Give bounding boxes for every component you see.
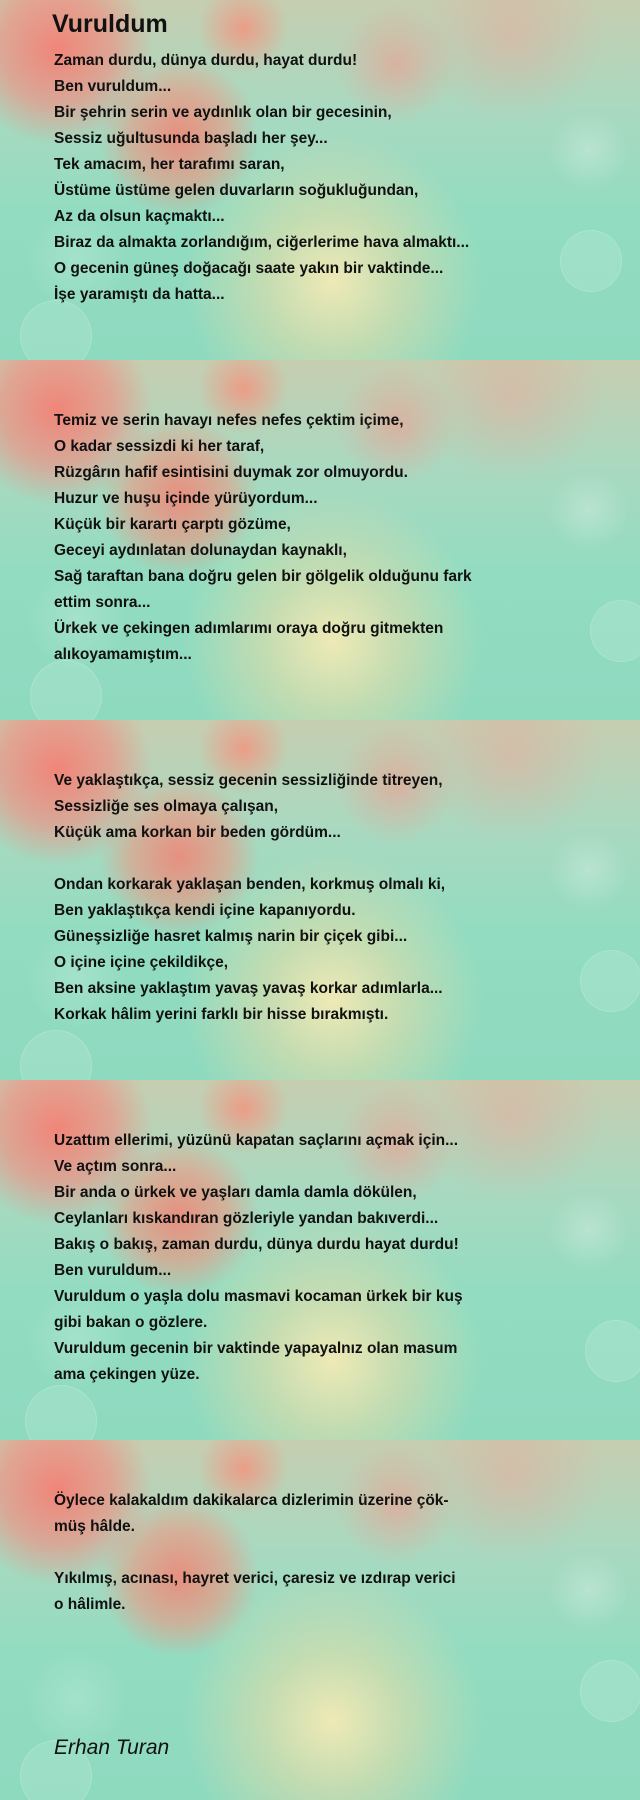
- bokeh-circle: [20, 300, 92, 360]
- poem-line: Sağ taraftan bana doğru gelen bir gölgelik olduğunu fark: [54, 568, 472, 585]
- bokeh-circle: [20, 1030, 92, 1080]
- poem-line: Rüzgârın hafif esintisini duymak zor olmuyordu.: [54, 464, 408, 481]
- poem-line: Ürkek ve çekingen adımlarımı oraya doğru gitmekten: [54, 620, 444, 637]
- poem-line: Küçük ama korkan bir beden gördüm...: [54, 824, 341, 841]
- poem-line: Ceylanları kıskandıran gözleriyle yandan bakıverdi...: [54, 1210, 439, 1227]
- stanza-3: [54, 768, 580, 1028]
- bokeh-circle: [30, 660, 102, 720]
- poem-line: gibi bakan o gözlere.: [54, 1314, 208, 1331]
- poem-line: müş hâlde.: [54, 1518, 135, 1535]
- poem-card-3: [0, 720, 640, 1080]
- poem-line: İşe yaramıştı da hatta...: [54, 286, 225, 303]
- poem-title: Vuruldum: [52, 10, 168, 38]
- poem-line: Geceyi aydınlatan dolunaydan kaynaklı,: [54, 542, 347, 559]
- poem-line: o hâlimle.: [54, 1596, 126, 1613]
- poem-line: Küçük bir karartı çarptı gözüme,: [54, 516, 291, 533]
- poem-line: Az da olsun kaçmaktı...: [54, 208, 225, 225]
- poem-line: Biraz da almakta zorlandığım, ciğerlerime hava almaktı...: [54, 234, 470, 251]
- poem-card-5: [0, 1440, 640, 1800]
- poem-line: Ve açtım sonra...: [54, 1158, 177, 1175]
- bokeh-circle: [580, 950, 640, 1012]
- poem-line: Öylece kalakaldım dakikalarca dizlerimin üzerine çök-: [54, 1492, 449, 1509]
- poem-author: Erhan Turan: [54, 1736, 170, 1759]
- poem-line: [54, 1540, 580, 1566]
- poem-line: Üstüme üstüme gelen duvarların soğukluğundan,: [54, 182, 419, 199]
- poem-line: Ben vuruldum...: [54, 78, 172, 95]
- poem-line: Güneşsizliğe hasret kalmış narin bir çiçek gibi...: [54, 928, 408, 945]
- poem-line: Ve yaklaştıkça, sessiz gecenin sessizliğinde titreyen,: [54, 772, 443, 789]
- poem-line: Vuruldum gecenin bir vaktinde yapayalnız olan masum: [54, 1340, 458, 1357]
- stanza-4: [54, 1128, 580, 1388]
- poem-card-2: [0, 360, 640, 720]
- poem-card-4: [0, 1080, 640, 1440]
- poem-line: O içine içine çekildikçe,: [54, 954, 229, 971]
- poem-line: Korkak hâlim yerini farklı bir hisse bırakmıştı.: [54, 1006, 389, 1023]
- poem-line: O gecenin güneş doğacağı saate yakın bir vaktinde...: [54, 260, 444, 277]
- poem-line: Tek amacım, her tarafımı saran,: [54, 156, 285, 173]
- poem-line: Temiz ve serin havayı nefes nefes çektim içime,: [54, 412, 404, 429]
- poem-line: ettim sonra...: [54, 594, 151, 611]
- stanza-5: [54, 1488, 580, 1618]
- stanza-2: [54, 408, 580, 668]
- poem-line: O kadar sessizdi ki her taraf,: [54, 438, 265, 455]
- poem-line: Bir anda o ürkek ve yaşları damla damla dökülen,: [54, 1184, 417, 1201]
- poem-line: Ben vuruldum...: [54, 1262, 172, 1279]
- poem-line: Ben yaklaştıkça kendi içine kapanıyordu.: [54, 902, 356, 919]
- poem-line: Bir şehrin serin ve aydınlık olan bir gecesinin,: [54, 104, 392, 121]
- poem-line: [54, 846, 580, 872]
- poem-line: Yıkılmış, acınası, hayret verici, çaresiz ve ızdırap verici: [54, 1570, 456, 1587]
- poem-card-1: [0, 0, 640, 360]
- stanza-1: [54, 48, 580, 308]
- poem-line: alıkoyamamıştım...: [54, 646, 192, 663]
- poem-line: ama çekingen yüze.: [54, 1366, 200, 1383]
- poem-line: Bakış o bakış, zaman durdu, dünya durdu hayat durdu!: [54, 1236, 459, 1253]
- poem-line: Ben aksine yaklaştım yavaş yavaş korkar adımlarla...: [54, 980, 443, 997]
- bokeh-circle: [580, 1660, 640, 1722]
- poem-line: Vuruldum o yaşla dolu masmavi kocaman ürkek bir kuş: [54, 1288, 463, 1305]
- bokeh-circle: [590, 600, 640, 662]
- poem-line: Zaman durdu, dünya durdu, hayat durdu!: [54, 52, 358, 69]
- bokeh-circle: [585, 1320, 640, 1382]
- bokeh-circle: [25, 1385, 97, 1440]
- poem-line: Sessiz uğultusunda başladı her şey...: [54, 130, 328, 147]
- poem-line: Uzattım ellerimi, yüzünü kapatan saçlarını açmak için...: [54, 1132, 459, 1149]
- poem-line: Huzur ve huşu içinde yürüyordum...: [54, 490, 318, 507]
- poem-line: Sessizliğe ses olmaya çalışan,: [54, 798, 279, 815]
- poem-line: Ondan korkarak yaklaşan benden, korkmuş olmalı ki,: [54, 876, 446, 893]
